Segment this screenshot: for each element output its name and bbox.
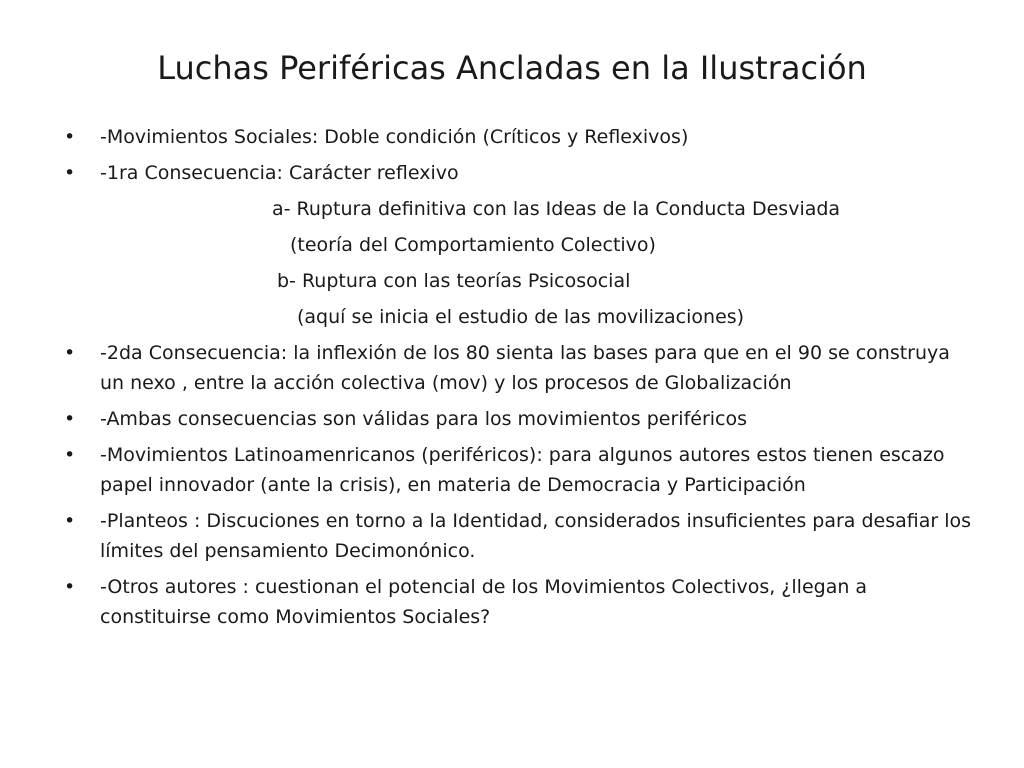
sub-point-a: a- Ruptura definitiva con las Ideas de la Conducta Desviada	[272, 198, 841, 220]
bullet-item	[0, 122, 1000, 152]
bullet-item	[0, 158, 1000, 188]
bullet-item	[0, 404, 1000, 434]
slide-content	[0, 122, 1024, 638]
bullet-text: -Otros autores : cuestionan el potencial de los Movimientos Colectivos, ¿llegan a constituirse como Movimientos Sociales?	[100, 576, 868, 628]
bullet-text: -2da Consecuencia: la inflexión de los 80 sienta las bases para que en el 90 se construya un nexo , entre la acción colectiva (mov) y los procesos de Globalización	[100, 342, 950, 394]
bullet-item	[0, 572, 1000, 632]
bullet-dot-icon: •	[64, 126, 76, 148]
bullet-item	[0, 338, 1000, 398]
bullet-item	[0, 440, 1000, 500]
slide-title: Luchas Periféricas Ancladas en la Ilustración	[157, 49, 867, 87]
bullet-text: -Planteos : Discuciones en torno a la Identidad, considerados insuficientes para desafiar los límites del pensamiento Decimonónico.	[100, 510, 972, 562]
bullet-dot-icon: •	[64, 342, 76, 364]
bullet-dot-icon: •	[64, 510, 76, 532]
bullet-item	[0, 506, 1000, 566]
bullet-text: -Movimientos Sociales: Doble condición (Críticos y Reflexivos)	[100, 126, 689, 148]
sub-point-b: b- Ruptura con las teorías Psicosocial	[277, 270, 631, 292]
bullet-text: -Movimientos Latinoamenricanos (periféricos): para algunos autores estos tienen escazo papel innovador (ante la crisis), en materia de Democracia y Participación	[100, 444, 945, 496]
sub-point-a-detail: (teoría del Comportamiento Colectivo)	[290, 234, 656, 256]
bullet-dot-icon: •	[64, 162, 76, 184]
bullet-dot-icon: •	[64, 576, 76, 598]
bullet-dot-icon: •	[64, 408, 76, 430]
bullet-text: -Ambas consecuencias son válidas para los movimientos periféricos	[100, 408, 748, 430]
sub-point-b-detail: (aquí se inicia el estudio de las movilizaciones)	[297, 306, 745, 328]
bullet-dot-icon: •	[64, 444, 76, 466]
bullet-text: -1ra Consecuencia: Carácter reflexivo	[100, 162, 459, 184]
